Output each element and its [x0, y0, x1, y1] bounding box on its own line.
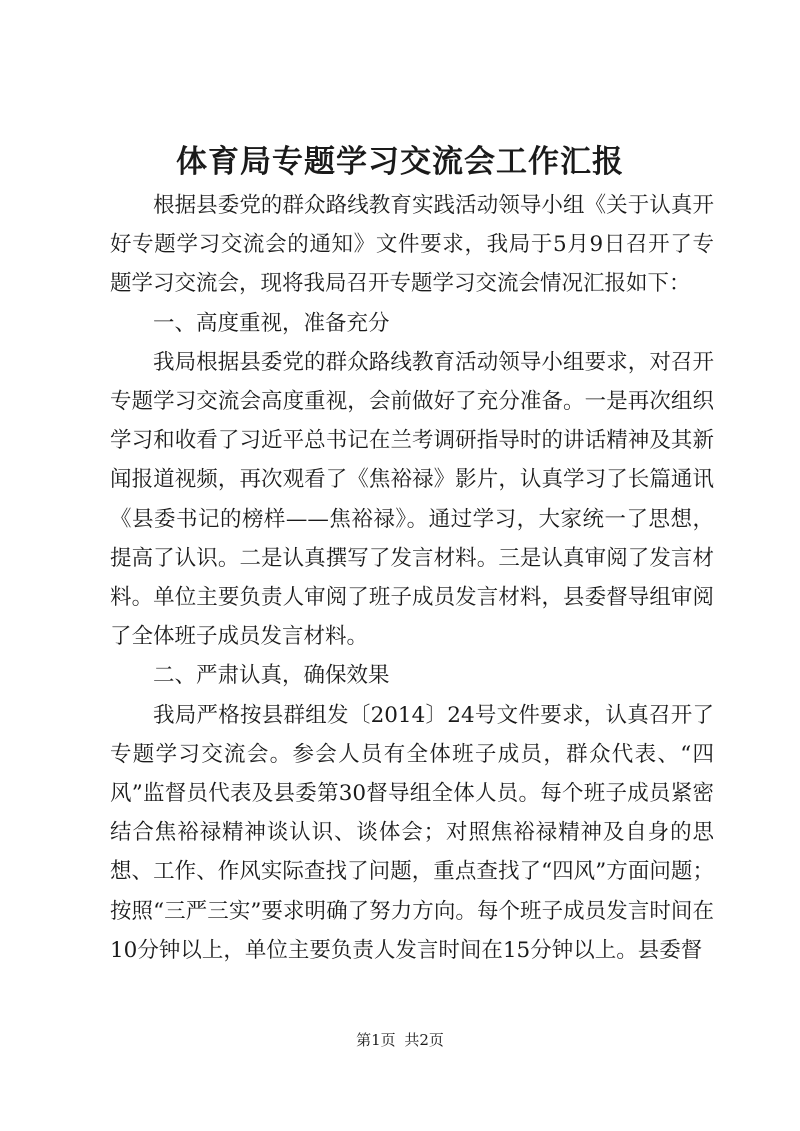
page-number-footer: 第1页 共2页 [356, 1031, 444, 1049]
paragraph-section-1: 我局根据县委党的群众路线教育活动领导小组要求，对召开专题学习交流会高度重视，会前做好了充分准备。一是再次组织学习和收看了习近平总书记在兰考调研指导时的讲话精神及其新闻报道视频，再次观看了《焦裕禄》影片，认真学习了长篇通讯《县委书记的榜样——焦裕禄》。通过学习，大家统一了思想，提高了认识。二是认真撰写了发言材料。三是认真审阅了发言材料。单位主要负责人审阅了班子成员发言材料，县委督导组审阅了全体班子成员发言材料。 [110, 349, 714, 650]
section-heading-2: 二、严肃认真，确保效果 [153, 663, 390, 689]
paragraph-intro: 根据县委党的群众路线教育实践活动领导小组《关于认真开好专题学习交流会的通知》文件要求，我局于5月9日召开了专题学习交流会，现将我局召开专题学习交流会情况汇报如下： [110, 193, 714, 297]
paragraph-section-2: 我局严格按县群组发〔2014〕24号文件要求，认真召开了专题学习交流会。参会人员有全体班子成员，群众代表、“四风”监督员代表及县委第30督导组全体人员。每个班子成员紧密结合焦裕禄精神谈认识、谈体会；对照焦裕禄精神及自身的思想、工作、作风实际查找了问题，重点查找了“四风”方面问题；按照“三严三实”要求明确了努力方向。每个班子成员发言时间在10分钟以上，单位主要负责人发言时间在15分钟以上。县委督 [110, 702, 714, 963]
section-heading-1: 一、高度重视，准备充分 [153, 310, 390, 336]
document-title: 体育局专题学习交流会工作汇报 [176, 144, 624, 180]
document-body [110, 186, 714, 970]
